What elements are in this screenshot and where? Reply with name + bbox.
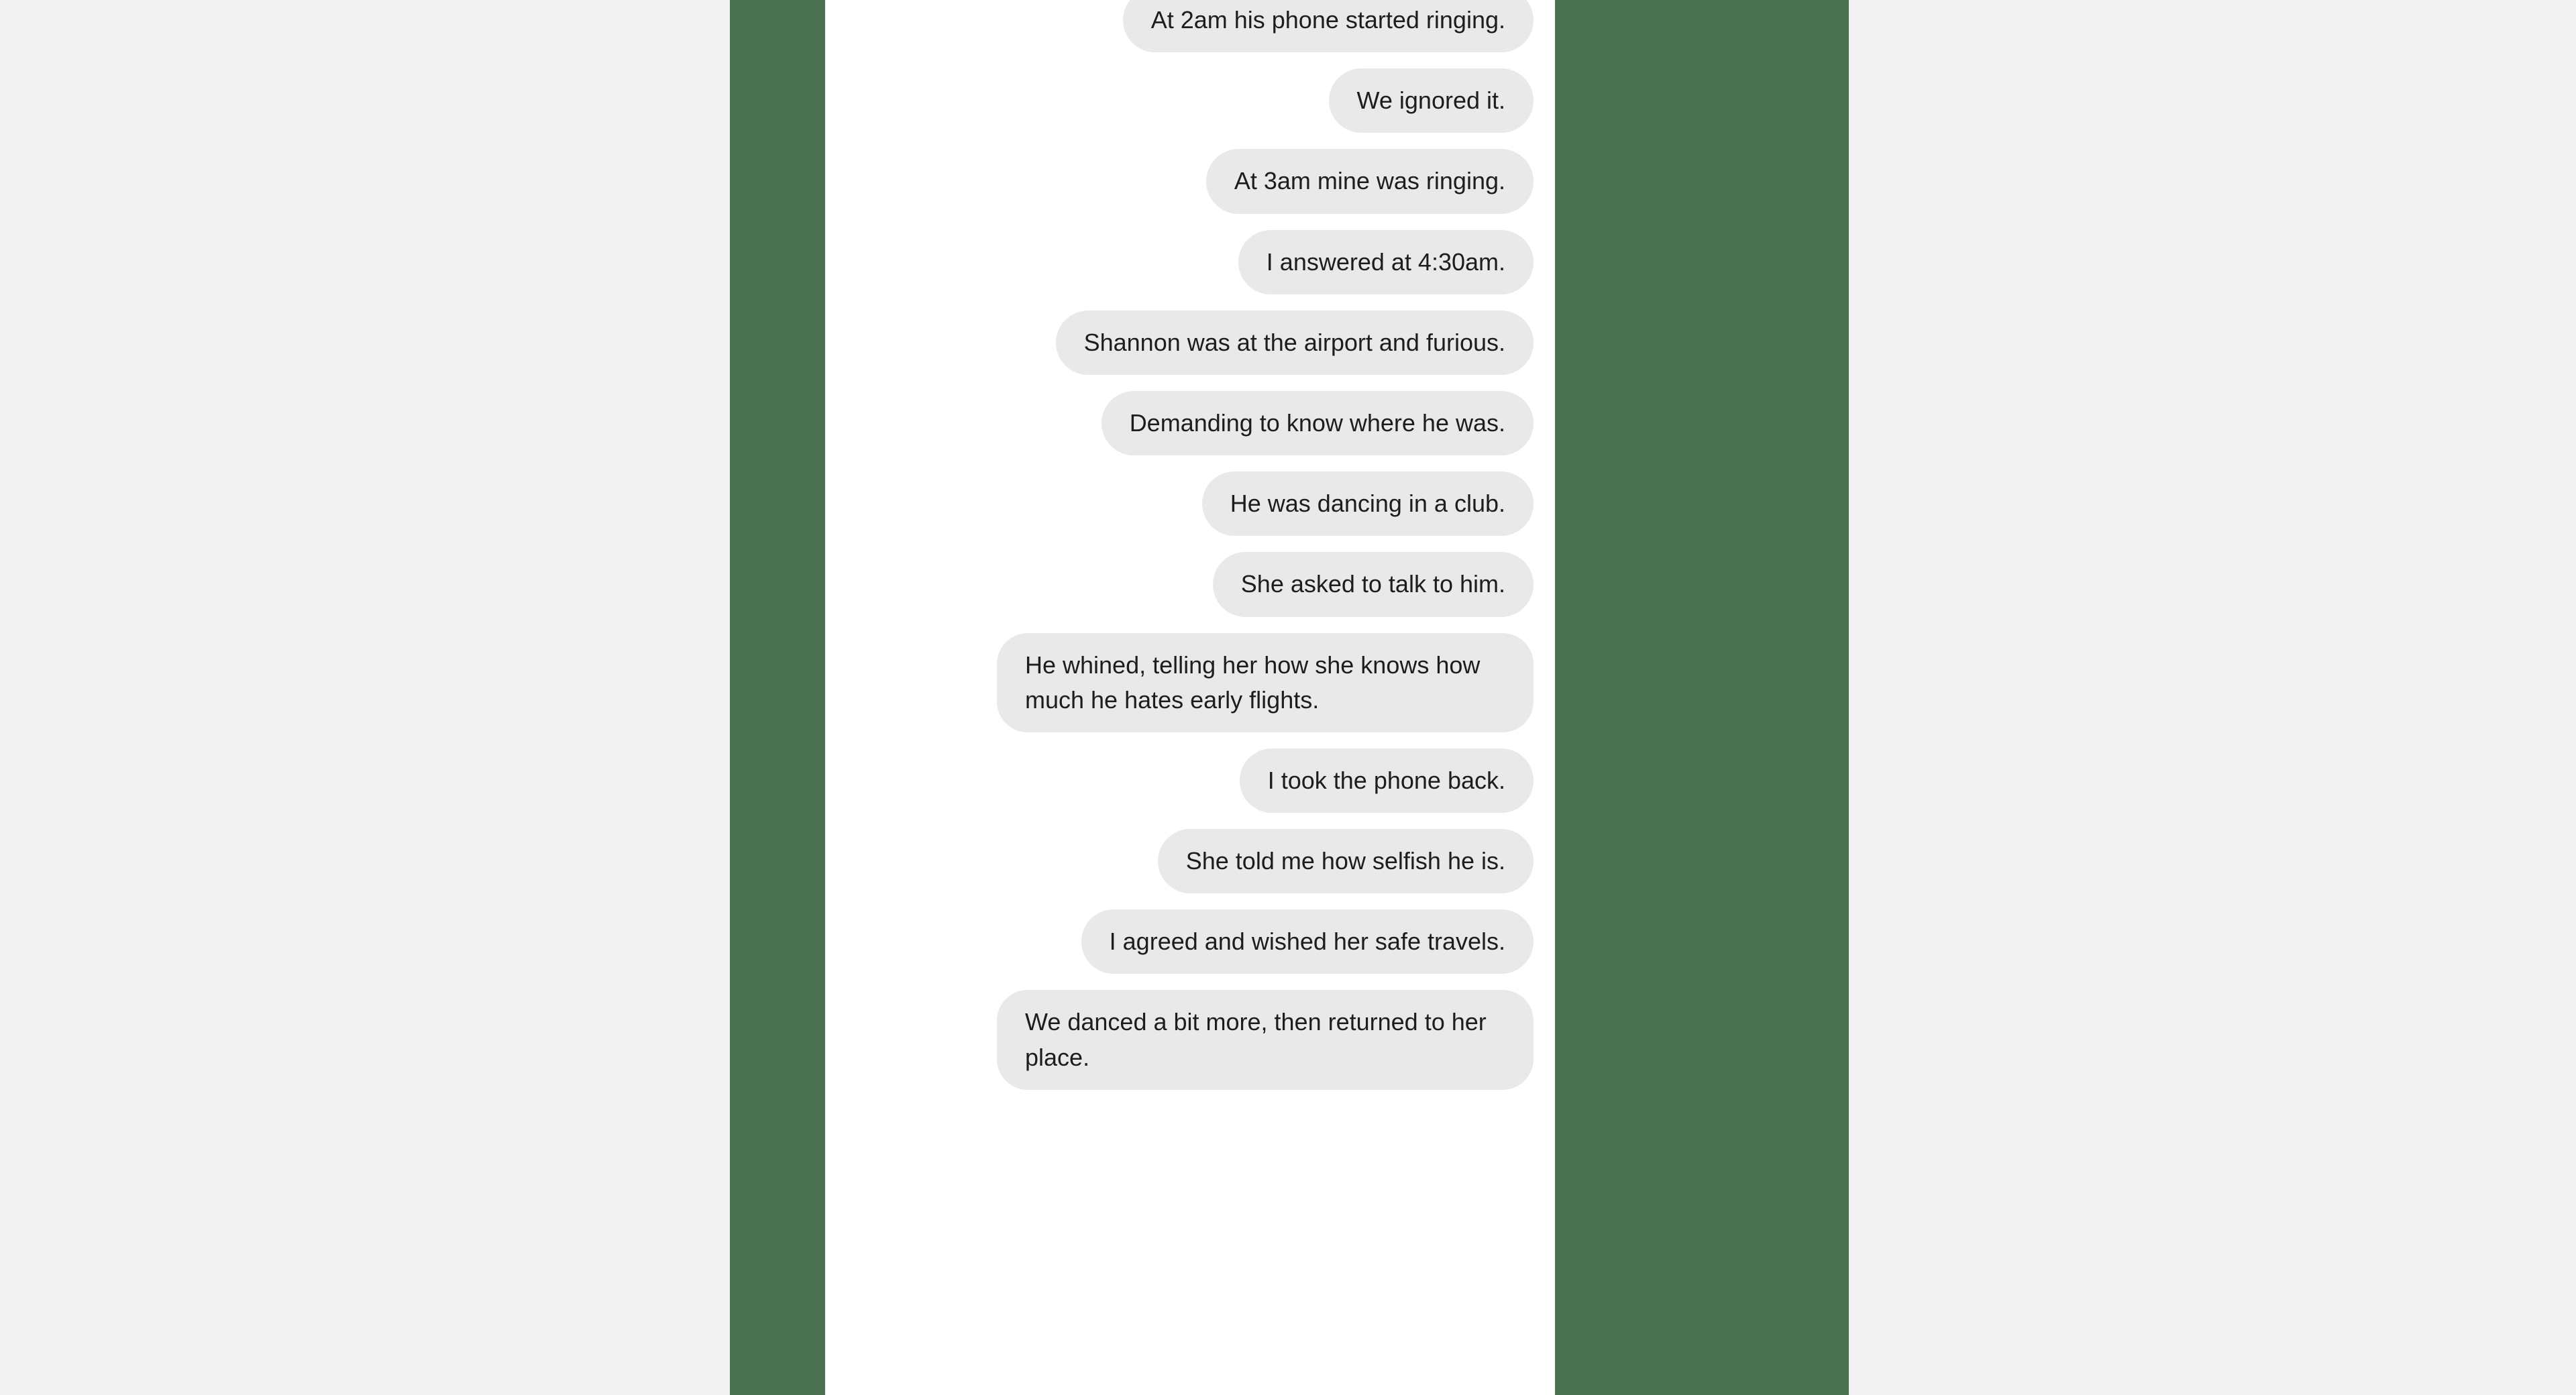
message-bubble[interactable]: He was dancing in a club. <box>1202 471 1534 536</box>
message-row <box>847 748 1534 813</box>
message-bubble[interactable]: He whined, telling her how she knows how much he hates early flights. <box>997 633 1534 732</box>
message-row <box>847 909 1534 974</box>
message-bubble[interactable]: We danced a bit more, then returned to her place. <box>997 990 1534 1089</box>
message-bubble[interactable]: At 3am mine was ringing. <box>1206 149 1534 213</box>
message-row <box>847 552 1534 616</box>
message-bubble[interactable]: At 2am his phone started ringing. <box>1123 0 1534 52</box>
right-green-band <box>1555 0 1849 1395</box>
message-row <box>847 311 1534 375</box>
message-bubble[interactable]: She told me how selfish he is. <box>1158 829 1534 893</box>
message-row <box>847 0 1534 52</box>
message-row <box>847 149 1534 213</box>
message-thread[interactable] <box>825 0 1555 1106</box>
left-green-band <box>730 0 825 1395</box>
message-bubble[interactable]: We ignored it. <box>1329 68 1534 133</box>
message-row <box>847 990 1534 1089</box>
message-bubble[interactable]: I agreed and wished her safe travels. <box>1081 909 1534 974</box>
message-row <box>847 471 1534 536</box>
message-row <box>847 68 1534 133</box>
message-row <box>847 230 1534 294</box>
message-sheet <box>825 0 1555 1395</box>
message-row <box>847 391 1534 455</box>
message-bubble[interactable]: Demanding to know where he was. <box>1102 391 1534 455</box>
message-bubble[interactable]: I answered at 4:30am. <box>1238 230 1534 294</box>
message-bubble[interactable]: Shannon was at the airport and furious. <box>1056 311 1534 375</box>
message-bubble[interactable]: She asked to talk to him. <box>1213 552 1534 616</box>
message-row <box>847 829 1534 893</box>
message-row <box>847 633 1534 732</box>
message-bubble[interactable]: I took the phone back. <box>1240 748 1534 813</box>
